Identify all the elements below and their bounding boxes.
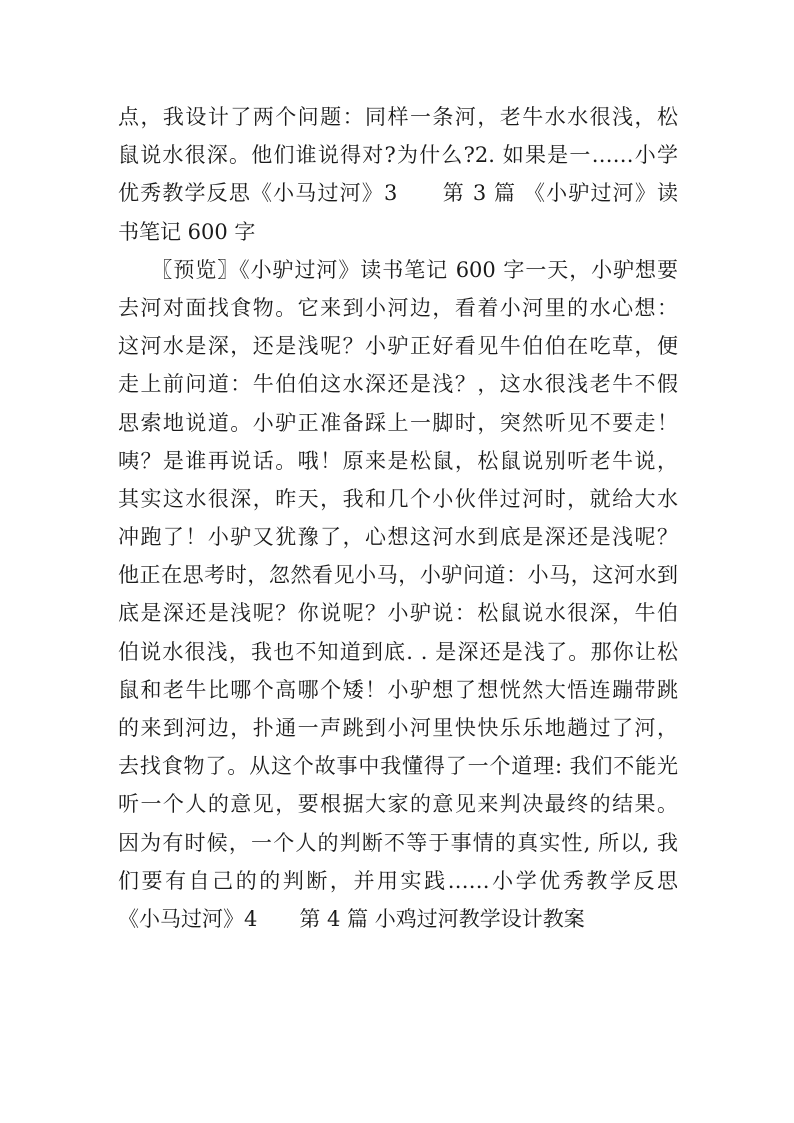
text-line: 走上前问道：牛伯伯这水深还是浅？，这水很浅老牛不假: [118, 372, 678, 397]
text-line: 去找食物了。从这个故事中我懂得了一个道理: 我们不能光: [118, 754, 678, 779]
text-line: 的来到河边，扑通一声跳到小河里快快乐乐地趟过了河，: [118, 716, 678, 740]
text-line: 冲跑了！小驴又犹豫了，心想这河水到底是深还是浅呢？: [118, 525, 678, 550]
text-line: 点，我设计了两个问题：同样一条河，老牛水水很浅，松: [118, 105, 678, 129]
text-line: 《小马过河》4 第 4 篇 小鸡过河教学设计教案: [118, 906, 585, 931]
text-line: 去河对面找食物。它来到小河边，看着小河里的水心想：: [118, 295, 678, 320]
text-line: 鼠和老牛比哪个高哪个矮！小驴想了想恍然大悟连蹦带跳: [118, 677, 678, 702]
text-line: 其实这水很深，昨天，我和几个小伙伴过河时，就给大水: [118, 486, 678, 511]
body-text: [118, 98, 678, 938]
text-line: 这河水是深，还是浅呢？小驴正好看见牛伯伯在吃草，便: [118, 334, 678, 359]
text-line: 他正在思考时，忽然看见小马，小驴问道：小马，这河水到: [118, 563, 678, 588]
text-line: 底是深还是浅呢？你说呢？小驴说：松鼠说水很深，牛伯: [118, 601, 678, 626]
text-line: 书笔记 600 字: [118, 219, 256, 244]
text-line: 思索地说道。小驴正准备踩上一脚时，突然听见不要走！: [118, 410, 678, 435]
text-line: 咦？是谁再说话。哦！原来是松鼠，松鼠说别听老牛说，: [118, 448, 678, 473]
text-line: 鼠说水很深。他们谁说得对?为什么?2. 如果是一……小学: [118, 143, 678, 168]
text-line: 优秀教学反思《小马过河》3 第 3 篇 《小驴过河》读: [118, 181, 678, 206]
text-line: 们要有自己的的判断，并用实践……小学优秀教学反思: [118, 868, 678, 893]
text-line: 伯说水很浅，我也不知道到底. . 是深还是浅了。那你让松: [118, 639, 678, 664]
text-line: 听一个人的意见，要根据大家的意见来判决最终的结果。: [118, 792, 678, 817]
text-line: 因为有时候，一个人的判断不等于事情的真实性, 所以, 我: [118, 830, 678, 855]
text-line: 〖预览〗《小驴过河》读书笔记 600 字一天，小驴想要: [118, 257, 678, 282]
